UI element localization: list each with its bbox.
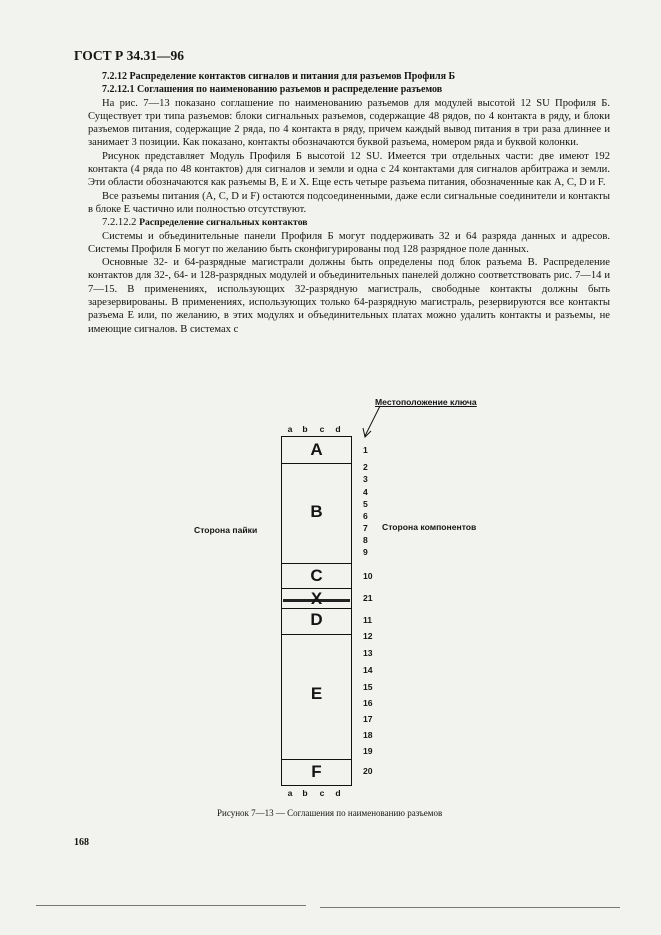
block-divider bbox=[282, 634, 351, 635]
column-label-a: a bbox=[287, 788, 293, 798]
paragraph: Системы и объединительные панели Профиля Б могут поддерживать 32 и 64 разряда данных и адресов. Системы Профиля Б могут по желанию быть сконфигурированы под 128 разрядное поле данных. bbox=[88, 230, 610, 255]
paragraph: На рис. 7—13 показано соглашение по наименованию разъемов для модулей высотой 12 SU Профиля Б. Существует три типа разъемов: блоки сигнальных разъемов, содержащие 48 рядов, по 4 контакта в ряду, и блоки разъемов питания, содержащие 2 ряда, по 4 контакта в ряду, причем каждый вывод питания в три раза длиннее и занимает 3 позиции. Как показано, контакты обозначаются буквой разъема, номером ряда и буквой колонки. bbox=[88, 97, 610, 149]
row-number: 5 bbox=[363, 499, 368, 509]
paragraph: Рисунок представляет Модуль Профиля Б высотой 12 SU. Имеется три отдельных части: две имеют 192 контакта (4 ряда по 48 контактов) для сигналов и земли и одна с 24 контактами для сигналов арбитража и земли. Эти области обозначаются как разъемы В, Е и X. Еще есть четыре разъема питания, обозначенные как А, С, D и F. bbox=[88, 150, 610, 189]
row-number: 21 bbox=[363, 593, 373, 603]
row-number: 8 bbox=[363, 535, 368, 545]
row-number: 15 bbox=[363, 682, 373, 692]
row-number: 18 bbox=[363, 730, 373, 740]
section-heading-7-2-12-2 bbox=[88, 216, 610, 229]
key-location-label: Местоположение ключа bbox=[375, 397, 477, 407]
scan-edge-line bbox=[36, 905, 306, 906]
row-number: 19 bbox=[363, 746, 373, 756]
row-number: 9 bbox=[363, 547, 368, 557]
row-number: 20 bbox=[363, 766, 373, 776]
row-number: 14 bbox=[363, 665, 373, 675]
block-d-label: D bbox=[310, 610, 323, 629]
section-number: 7.2.12.2 bbox=[102, 217, 137, 229]
block-e-label: E bbox=[310, 684, 323, 703]
row-number: 6 bbox=[363, 511, 368, 521]
column-label-c: c bbox=[319, 424, 325, 434]
row-number: 12 bbox=[363, 631, 373, 641]
paragraph: Все разъемы питания (А, С, D и F) остаются подсоединенными, даже если сигнальные соединители и контакты в блоке Е частично или полностью отсутствуют. bbox=[88, 190, 610, 215]
row-number: 2 bbox=[363, 462, 368, 472]
block-c-label: C bbox=[310, 566, 323, 585]
column-label-a: a bbox=[287, 424, 293, 434]
row-number: 10 bbox=[363, 571, 373, 581]
row-number: 16 bbox=[363, 698, 373, 708]
block-divider bbox=[282, 759, 351, 760]
block-divider bbox=[282, 563, 351, 564]
figure-caption: Рисунок 7—13 — Соглашения по наименованию разъемов bbox=[217, 808, 443, 818]
page-header: ГОСТ Р 34.31—96 bbox=[74, 48, 185, 63]
row-number: 13 bbox=[363, 648, 373, 658]
scan-edge-line bbox=[320, 907, 620, 908]
component-side-label: Сторона компонентов bbox=[382, 522, 477, 532]
solder-side-label: Сторона пайки bbox=[194, 525, 258, 535]
row-number: 1 bbox=[363, 445, 368, 455]
row-number: 3 bbox=[363, 474, 368, 484]
column-label-c: c bbox=[319, 788, 325, 798]
row-number: 7 bbox=[363, 523, 368, 533]
page-number: 168 bbox=[74, 837, 89, 848]
column-label-b: b bbox=[302, 788, 308, 798]
row-number: 17 bbox=[363, 714, 373, 724]
section-heading-7-2-12-1: 7.2.12.1 Соглашения по наименованию разъемов и распределение разъемов bbox=[102, 84, 443, 96]
row-number: 4 bbox=[363, 487, 368, 497]
block-x-label: X bbox=[310, 589, 323, 608]
section-heading-7-2-12: 7.2.12 Распределение контактов сигналов и питания для разъемов Профиля Б bbox=[102, 71, 456, 82]
section-title: Распределение сигнальных контактов bbox=[139, 217, 308, 229]
block-b-label: B bbox=[310, 502, 323, 521]
block-a-label: A bbox=[310, 440, 323, 459]
column-label-b: b bbox=[302, 424, 308, 434]
row-number: 11 bbox=[363, 615, 373, 625]
paragraph: Основные 32- и 64-разрядные магистрали должны быть определены под блок разъема В. Распределение контактов для 32-, 64- и 128-разрядных модулей и объединительных панелей должно соответствовать рис. 7—14 и 7—15. В применениях, использующих 32-разрядную магистраль, свободные контакты должны быть зарезервированы. В применениях, использующих только 64-разрядную магистраль, резервируются все контакты разъема Е или, по желанию, в этих модулях и объединительных платах можно удалить контакты и разъемы, не имеющие сигналов. В системах с bbox=[88, 257, 610, 335]
block-f-label: F bbox=[311, 762, 322, 781]
column-label-d: d bbox=[335, 424, 341, 434]
column-label-d: d bbox=[335, 788, 341, 798]
body-text bbox=[88, 70, 610, 336]
key-arrow-icon bbox=[360, 404, 384, 442]
block-divider bbox=[282, 463, 351, 464]
